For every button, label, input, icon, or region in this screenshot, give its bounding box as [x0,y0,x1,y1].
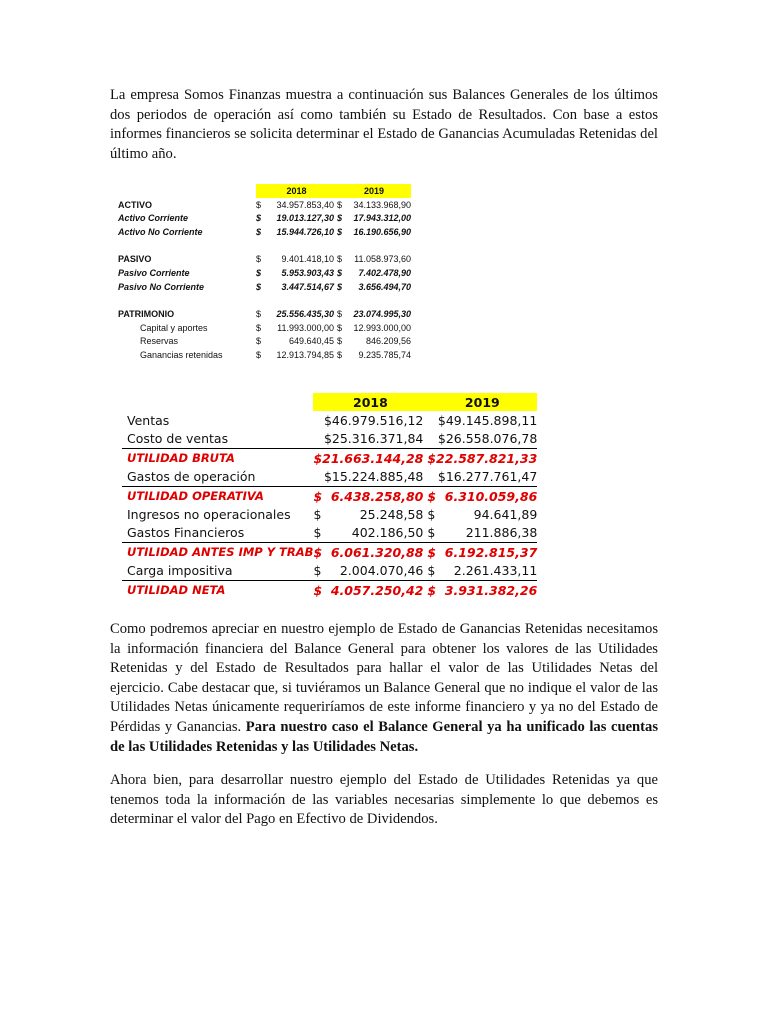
currency-sign: $ [337,213,343,224]
explanation-bold-text: Para nuestro caso el Balance General ya ha unificado las cuentas de las Utilidades Retenidas y las Utilidades Netas. [110,718,658,755]
currency-sign: $ [313,582,323,598]
income-value-2018: $15.224.885,48 [313,468,427,487]
income-row [122,543,537,562]
income-value-2018: 6.061.320,88 [330,544,424,560]
currency-sign: $ [427,582,437,598]
balance-sheet-table [118,184,411,362]
income-row [122,430,537,449]
balance-row [118,321,411,335]
balance-value-2019: 34.133.968,90 [353,199,411,210]
balance-value-2018: 12.913.794,85 [276,350,334,361]
balance-value-2019: 12.993.000,00 [353,322,411,333]
balance-label: Ganancias retenidas [140,350,223,361]
income-value-2018: $21.663.144,28 [313,450,424,466]
income-value-2018: 2.004.070,46 [326,562,427,581]
income-row [122,524,537,543]
income-label: UTILIDAD BRUTA [127,451,235,466]
currency-sign: $ [427,562,440,581]
income-label: Gastos de operación [122,468,313,487]
explanation-paragraph [110,620,658,757]
closing-paragraph: Ahora bien, para desarrollar nuestro ejemplo del Estado de Utilidades Retenidas ya que tenemos toda la información de las variables necesarias simplemente lo que debemos es determinar el valor del Pago en Efectivo de Dividendos. [110,772,658,828]
income-label: Ventas [127,413,170,429]
intro-paragraph: La empresa Somos Finanzas muestra a continuación sus Balances Generales de los últimos dos periodos de operación así como también su Estado de Resultados. Con base a estos informes financieros se solicita determinar el Estado de Ganancias Acumuladas Retenidas del último año. [110,87,658,162]
balance-row [118,198,411,212]
currency-sign: $ [337,267,343,278]
income-label: Ingresos no operacionales [127,507,291,523]
currency-sign: $ [256,226,262,237]
balance-label: PASIVO [118,254,152,265]
currency-sign: $ [337,309,343,320]
income-value-2019: 3.931.382,26 [444,582,538,598]
income-value-2018: $25.316.371,84 [313,430,427,449]
currency-sign: $ [256,254,262,265]
balance-value-2019: 17.943.312,00 [353,213,411,224]
income-value-2018: 25.248,58 [359,507,424,523]
currency-sign: $ [313,507,322,523]
currency-sign: $ [313,524,326,543]
income-label: UTILIDAD ANTES IMP Y TRAB [127,545,314,560]
income-value-2019: 2.261.433,11 [440,562,537,581]
balance-row [118,266,411,280]
income-row [122,580,537,599]
balance-row [118,335,411,349]
currency-sign: $ [427,507,436,523]
balance-header-row [118,184,411,198]
currency-sign: $ [337,199,343,210]
income-value-2019: 6.192.815,37 [444,544,538,560]
balance-row [118,225,411,239]
income-statement-table [122,393,537,599]
currency-sign: $ [337,336,343,347]
balance-row [118,307,411,321]
balance-row [118,348,411,362]
balance-value-2019: 7.402.478,90 [358,267,411,278]
income-label: Carga impositiva [122,562,313,581]
currency-sign: $ [256,281,262,292]
balance-value-2018: 34.957.853,40 [276,199,334,210]
currency-sign: $ [256,267,262,278]
income-row [122,468,537,487]
currency-sign: $ [313,562,326,581]
balance-label: Activo No Corriente [118,226,203,237]
balance-label: Activo Corriente [118,213,189,224]
balance-label: Pasivo Corriente [118,267,190,278]
balance-label: ACTIVO [118,199,153,210]
income-value-2018: $46.979.516,12 [323,413,424,429]
currency-sign: $ [256,336,262,347]
balance-year-2018: 2018 [256,184,337,198]
currency-sign: $ [337,322,343,333]
balance-value-2018: 9.401.418,10 [281,254,334,265]
balance-value-2019: 11.058.973,60 [354,254,411,265]
currency-sign: $ [313,488,323,504]
currency-sign: $ [256,350,262,361]
income-row [122,505,537,523]
balance-value-2019: 23.074.995,30 [353,309,411,320]
income-value-2019: $49.145.898,11 [437,413,538,429]
balance-row [118,211,411,225]
balance-value-2018: 25.556.435,30 [276,309,334,320]
currency-sign: $ [337,281,343,292]
balance-value-2019: 3.656.494,70 [358,281,411,292]
currency-sign: $ [256,309,262,320]
currency-sign: $ [337,350,343,361]
income-value-2019: $26.558.076,78 [427,430,537,449]
income-value-2019: 6.310.059,86 [444,488,538,504]
balance-value-2019: 9.235.785,74 [358,350,411,361]
balance-value-2019: 846.209,56 [365,336,411,347]
income-row [122,562,537,581]
income-label: UTILIDAD NETA [127,583,226,598]
currency-sign: $ [337,226,343,237]
currency-sign: $ [256,322,262,333]
balance-value-2019: 16.190.656,90 [353,226,411,237]
income-row [122,411,537,429]
balance-value-2018: 11.993.000,00 [277,322,334,333]
currency-sign: $ [427,524,440,543]
income-value-2018: 4.057.250,42 [330,582,424,598]
income-value-2018: 402.186,50 [326,524,427,543]
currency-sign: $ [427,544,437,560]
currency-sign: $ [337,254,343,265]
balance-row [118,280,411,294]
income-label: Gastos Financieros [122,524,313,543]
balance-label: Reservas [140,336,179,347]
income-value-2019: $16.277.761,47 [427,468,537,487]
currency-sign: $ [313,544,323,560]
income-row [122,486,537,505]
balance-value-2018: 5.953.903,43 [281,267,334,278]
currency-sign: $ [256,199,262,210]
balance-value-2018: 649.640,45 [288,336,334,347]
income-row [122,449,537,468]
balance-value-2018: 15.944.726,10 [276,226,334,237]
income-label: UTILIDAD OPERATIVA [127,489,264,504]
income-year-2019: 2019 [427,393,537,411]
income-label: Costo de ventas [122,430,313,449]
balance-label: Capital y aportes [140,322,208,333]
balance-row [118,252,411,266]
currency-sign: $ [256,213,262,224]
balance-label: Pasivo No Corriente [118,281,205,292]
income-value-2019: 211.886,38 [440,524,537,543]
balance-year-2019: 2019 [337,184,411,198]
explanation-text: Como podremos apreciar en nuestro ejemplo de Estado de Ganancias Retenidas necesitamos la información financiera del Balance General para obtener los valores de las Utilidades Retenidas y del Estado de Resultados para hallar el valor de las Utilidades Netas del ejercicio. Cabe destacar que, si tuviéramos un Balance General que no indique el valor de las Utilidades Netas únicamente requeriríamos de este informe financiero y ya no del Estado de Pérdidas y Ganancias. [110,621,658,735]
income-value-2019: 94.641,89 [473,507,538,523]
currency-sign: $ [427,488,437,504]
balance-label: PATRIMONIO [118,309,175,320]
income-value-2018: 6.438.258,80 [330,488,424,504]
income-year-2018: 2018 [313,393,427,411]
income-header-row [122,393,537,411]
income-value-2019: $22.587.821,33 [427,450,538,466]
balance-value-2018: 3.447.514,67 [281,281,334,292]
balance-value-2018: 19.013.127,30 [276,213,334,224]
